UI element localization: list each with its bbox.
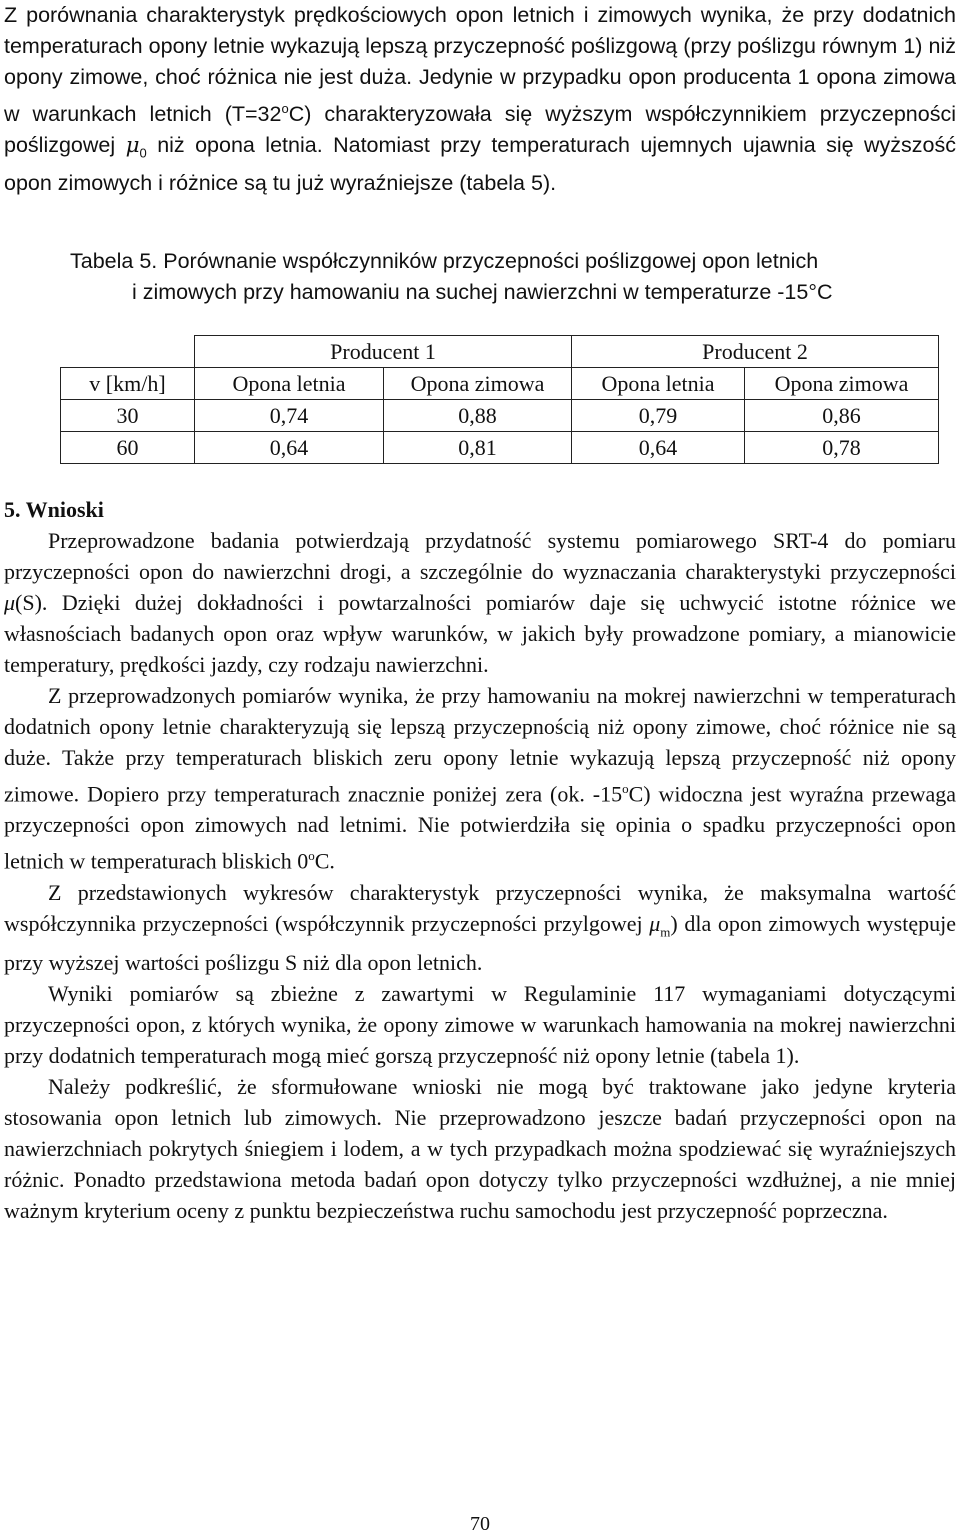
intro-text-1: Z porównania charakterystyk prędkościowych opon letnich i zimowych wynika, że przy dodatnich temperaturach opony letnie wykazują lepszą przyczepność poślizgową (przy poślizgu równym 1) niż opony zimowe, choć różnica nie jest duża. Jedynie w przypadku opon producenta 1 opona zimowa w warunkach letnich (T=32 — [4, 3, 956, 127]
p3-text-2: ) dla opon zimowych występuje przy wyższej wartości poślizgu S niż dla opon letnich. — [4, 910, 956, 976]
conclusions-paragraph-5: Należy podkreślić, że sformułowane wnioski nie mogą być traktowane jako jedyne kryteria stosowania opon letnich lub zimowych. Nie przeprowadzono jeszcze badań przyczepności opon na nawierzchniach pokrytych śniegiem i lodem, a w tych przypadkach można spodziewać się wyraźniejszych różnic. Ponadto przedstawiona metoda badań opon dotyczy tylko przyczepności wzdłużnej, a nie mniej ważnym kryterium oceny z punktu bezpieczeństwa ruchu samochodu jest przyczepność poprzeczna. — [4, 1074, 956, 1224]
table-cell: 0,64 — [195, 432, 384, 464]
table-cell: 0,79 — [572, 400, 745, 432]
conclusions-paragraph-4: Wyniki pomiarów są zbieżne z zawartymi w Regulaminie 117 wymaganiami dotyczącymi przyczepności opon, z których wynika, że opony zimowe w warunkach hamowania na mokrej nawierzchni przy dodatnich temperaturach mogą mieć gorszą przyczepność niż opony letnie (tabela 1). — [4, 981, 956, 1069]
table-cell: 0,64 — [572, 432, 745, 464]
intro-text-2: C) charakteryzowała się wyższym współczynnikiem przyczepności poślizgowej — [4, 102, 956, 158]
table-row — [61, 432, 939, 464]
p2-text-2: C) widoczna jest wyraźna przewaga przyczepności opon zimowych nad letnimi. Nie potwierdziła się opinia o spadku przyczepności opon letnich w temperaturach bliskich 0 — [4, 781, 956, 874]
degree-sup: o — [308, 848, 315, 864]
table-caption-line2: i zimowych przy hamowaniu na suchej nawierzchni w temperaturze -15°C — [132, 279, 833, 304]
table-cell: 60 — [61, 432, 195, 464]
table-header-row — [61, 368, 939, 400]
page-number: 70 — [470, 1513, 490, 1535]
table-corner-cell — [61, 336, 195, 368]
p2-text-1: Z przeprowadzonych pomiarów wynika, że przy hamowaniu na mokrej nawierzchni w temperaturach dodatnich opony letnie charakteryzują się lepszą przyczepnością niż opony zimowe, choć różnice nie są duże. Także przy temperaturach bliskich zeru opony letnie wykazują lepszą przyczepność niż opony zimowe. Dopiero przy temperaturach znacznie poniżej zera (ok. -15 — [4, 683, 956, 807]
p1-text-2: (S). Dzięki dużej dokładności i powtarzalności pomiarów daje się uchwycić istotne różnice we własnościach badanych opon oraz wpływ warunków, w jakich były prowadzone pomiary, a mianowicie temperatury, prędkości jazdy, czy rodzaju nawierzchni. — [4, 590, 956, 677]
conclusions-paragraph-2 — [4, 680, 956, 877]
header-p2-winter: Opona zimowa — [745, 368, 939, 400]
table-cell: 0,86 — [745, 400, 939, 432]
degree-sup: o — [622, 781, 629, 796]
intro-text-3: niż opona letnia. Natomiast przy temperaturach ujemnych ujawnia się wyższość opon zimowych i różnice są tu już wyraźniejsze (tabela 5). — [4, 133, 956, 196]
table-caption-line1: Porównanie współczynników przyczepności poślizgowej opon letnich — [163, 249, 819, 273]
table-cell: 0,78 — [745, 432, 939, 464]
producer-1-header: Producent 1 — [195, 336, 572, 368]
conclusions-section — [4, 495, 956, 1226]
conclusions-paragraph-3 — [4, 877, 956, 978]
table-cell: 0,74 — [195, 400, 384, 432]
producer-2-header: Producent 2 — [572, 336, 939, 368]
p2-text-3: C. — [314, 848, 335, 874]
table-row — [61, 400, 939, 432]
mu-symbol: μ — [4, 590, 16, 615]
header-p1-winter: Opona zimowa — [384, 368, 572, 400]
table-cell: 30 — [61, 400, 195, 432]
p1-text-1: Przeprowadzone badania potwierdzają przydatność systemu pomiarowego SRT-4 do pomiaru przyczepności opon do nawierzchni drogi, a szczególnie do wyznaczania charakterystyki przyczepności — [4, 528, 956, 584]
mu-symbol: μ — [125, 133, 140, 159]
header-p2-summer: Opona letnia — [572, 368, 745, 400]
degree-sup: o — [281, 101, 289, 116]
p3-text-1: Z przedstawionych wykresów charakterystyk przyczepności wynika, że maksymalna wartość współczynnika przyczepności (współczynnik przyczepności przylgowej — [4, 879, 956, 936]
table-cell: 0,81 — [384, 432, 572, 464]
table-row-producers — [61, 336, 939, 368]
header-speed: v [km/h] — [61, 368, 195, 400]
header-p1-summer: Opona letnia — [195, 368, 384, 400]
mu-subscript: m — [660, 924, 671, 940]
mu-subscript: 0 — [139, 145, 147, 161]
table-caption-label: Tabela 5. — [70, 249, 158, 273]
table-cell: 0,88 — [384, 400, 572, 432]
conclusions-paragraph-1 — [4, 525, 956, 680]
mu-symbol: μ — [649, 910, 661, 936]
comparison-table — [60, 335, 939, 464]
table-caption — [70, 246, 960, 307]
section-heading: 5. Wnioski — [4, 497, 104, 522]
intro-paragraph — [4, 0, 956, 199]
